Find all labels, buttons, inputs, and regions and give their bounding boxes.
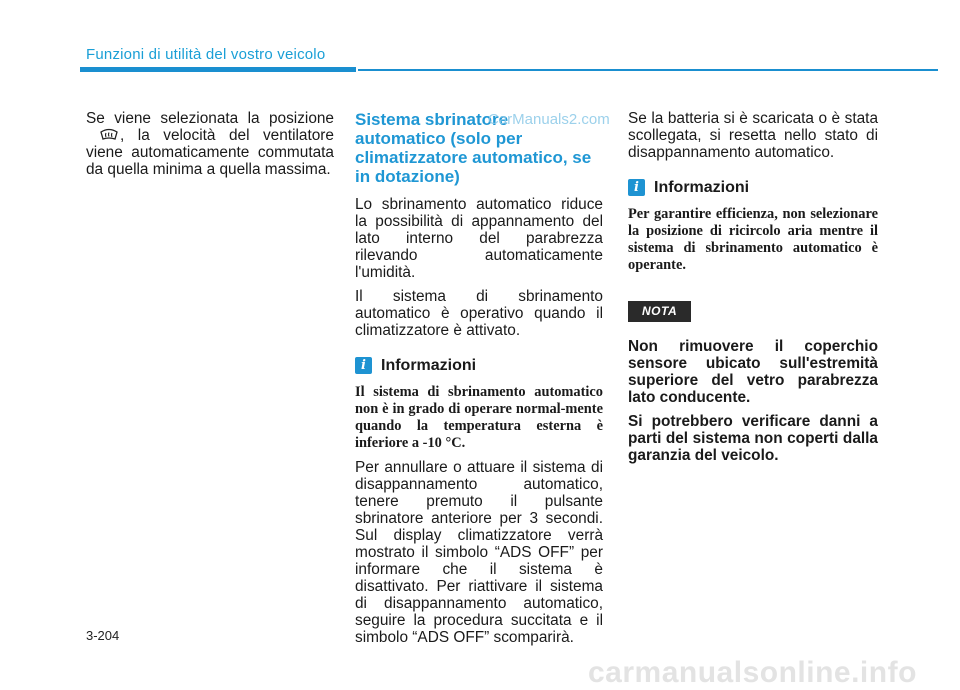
info-title: Informazioni	[381, 357, 477, 374]
nota-text: Non rimuovere il coperchio sensore ubicato sull'estremità superiore del vetro parabrezza lato conducente.	[628, 338, 878, 406]
info-header	[628, 179, 878, 196]
paragraph-text: , la velocità del ventilatore viene automaticamente commutata da quella minima a quella massima.	[86, 127, 334, 178]
paragraph	[86, 110, 334, 178]
paragraph-text: Se viene selezionata la posizione	[86, 110, 334, 127]
column-2	[355, 110, 610, 653]
paragraph: Per annullare o attuare il sistema di disappannamento automatico, tenere premuto il pulsante sbrinatore anteriore per 3 secondi. Sul display climatizzatore verrà mostrato il simbolo “ADS OFF” per informare che il sistema è disattivato. Per riattivare il sistema di disappannamento automatico, seguire la procedura succitata e il simbolo “ADS OFF” scomparirà.	[355, 459, 603, 646]
header-rule	[358, 69, 938, 71]
info-text: Il sistema di sbrinamento automatico non è in grado di operare normal-mente quando la temperatura esterna è inferiore a -10 °C.	[355, 384, 603, 451]
watermark: CarManuals2.com	[488, 111, 610, 128]
page-number: 3-204	[86, 628, 120, 643]
footer-watermark: carmanualsonline.info	[588, 656, 917, 689]
defrost-icon	[100, 128, 118, 142]
heading-text: Sistema sbrinatore automatico (solo per climatizzatore automatico, se in dotazione)	[355, 110, 592, 186]
info-header	[355, 357, 603, 374]
info-icon: i	[355, 357, 372, 374]
paragraph: Il sistema di sbrinamento automatico è operativo quando il climatizzatore è attivato.	[355, 288, 603, 339]
nota-badge: NOTA	[628, 301, 691, 322]
section-heading	[355, 110, 610, 186]
paragraph: Se la batteria si è scaricata o è stata scollegata, si resetta nello stato di disappannamento automatico.	[628, 110, 878, 161]
column-1	[86, 110, 334, 185]
info-icon: i	[628, 179, 645, 196]
nota-text: Si potrebbero verificare danni a parti del sistema non coperti dalla garanzia del veicolo.	[628, 413, 878, 464]
header-bar	[80, 67, 356, 72]
column-3	[628, 110, 878, 471]
info-title: Informazioni	[654, 179, 750, 196]
paragraph: Lo sbrinamento automatico riduce la possibilità di appannamento del lato interno del parabrezza rilevando automaticamente l'umidità.	[355, 196, 603, 281]
section-title: Funzioni di utilità del vostro veicolo	[86, 46, 326, 63]
info-text: Per garantire efficienza, non selezionare la posizione di ricircolo aria mentre il sistema di sbrinamento automatico è operante.	[628, 206, 878, 273]
